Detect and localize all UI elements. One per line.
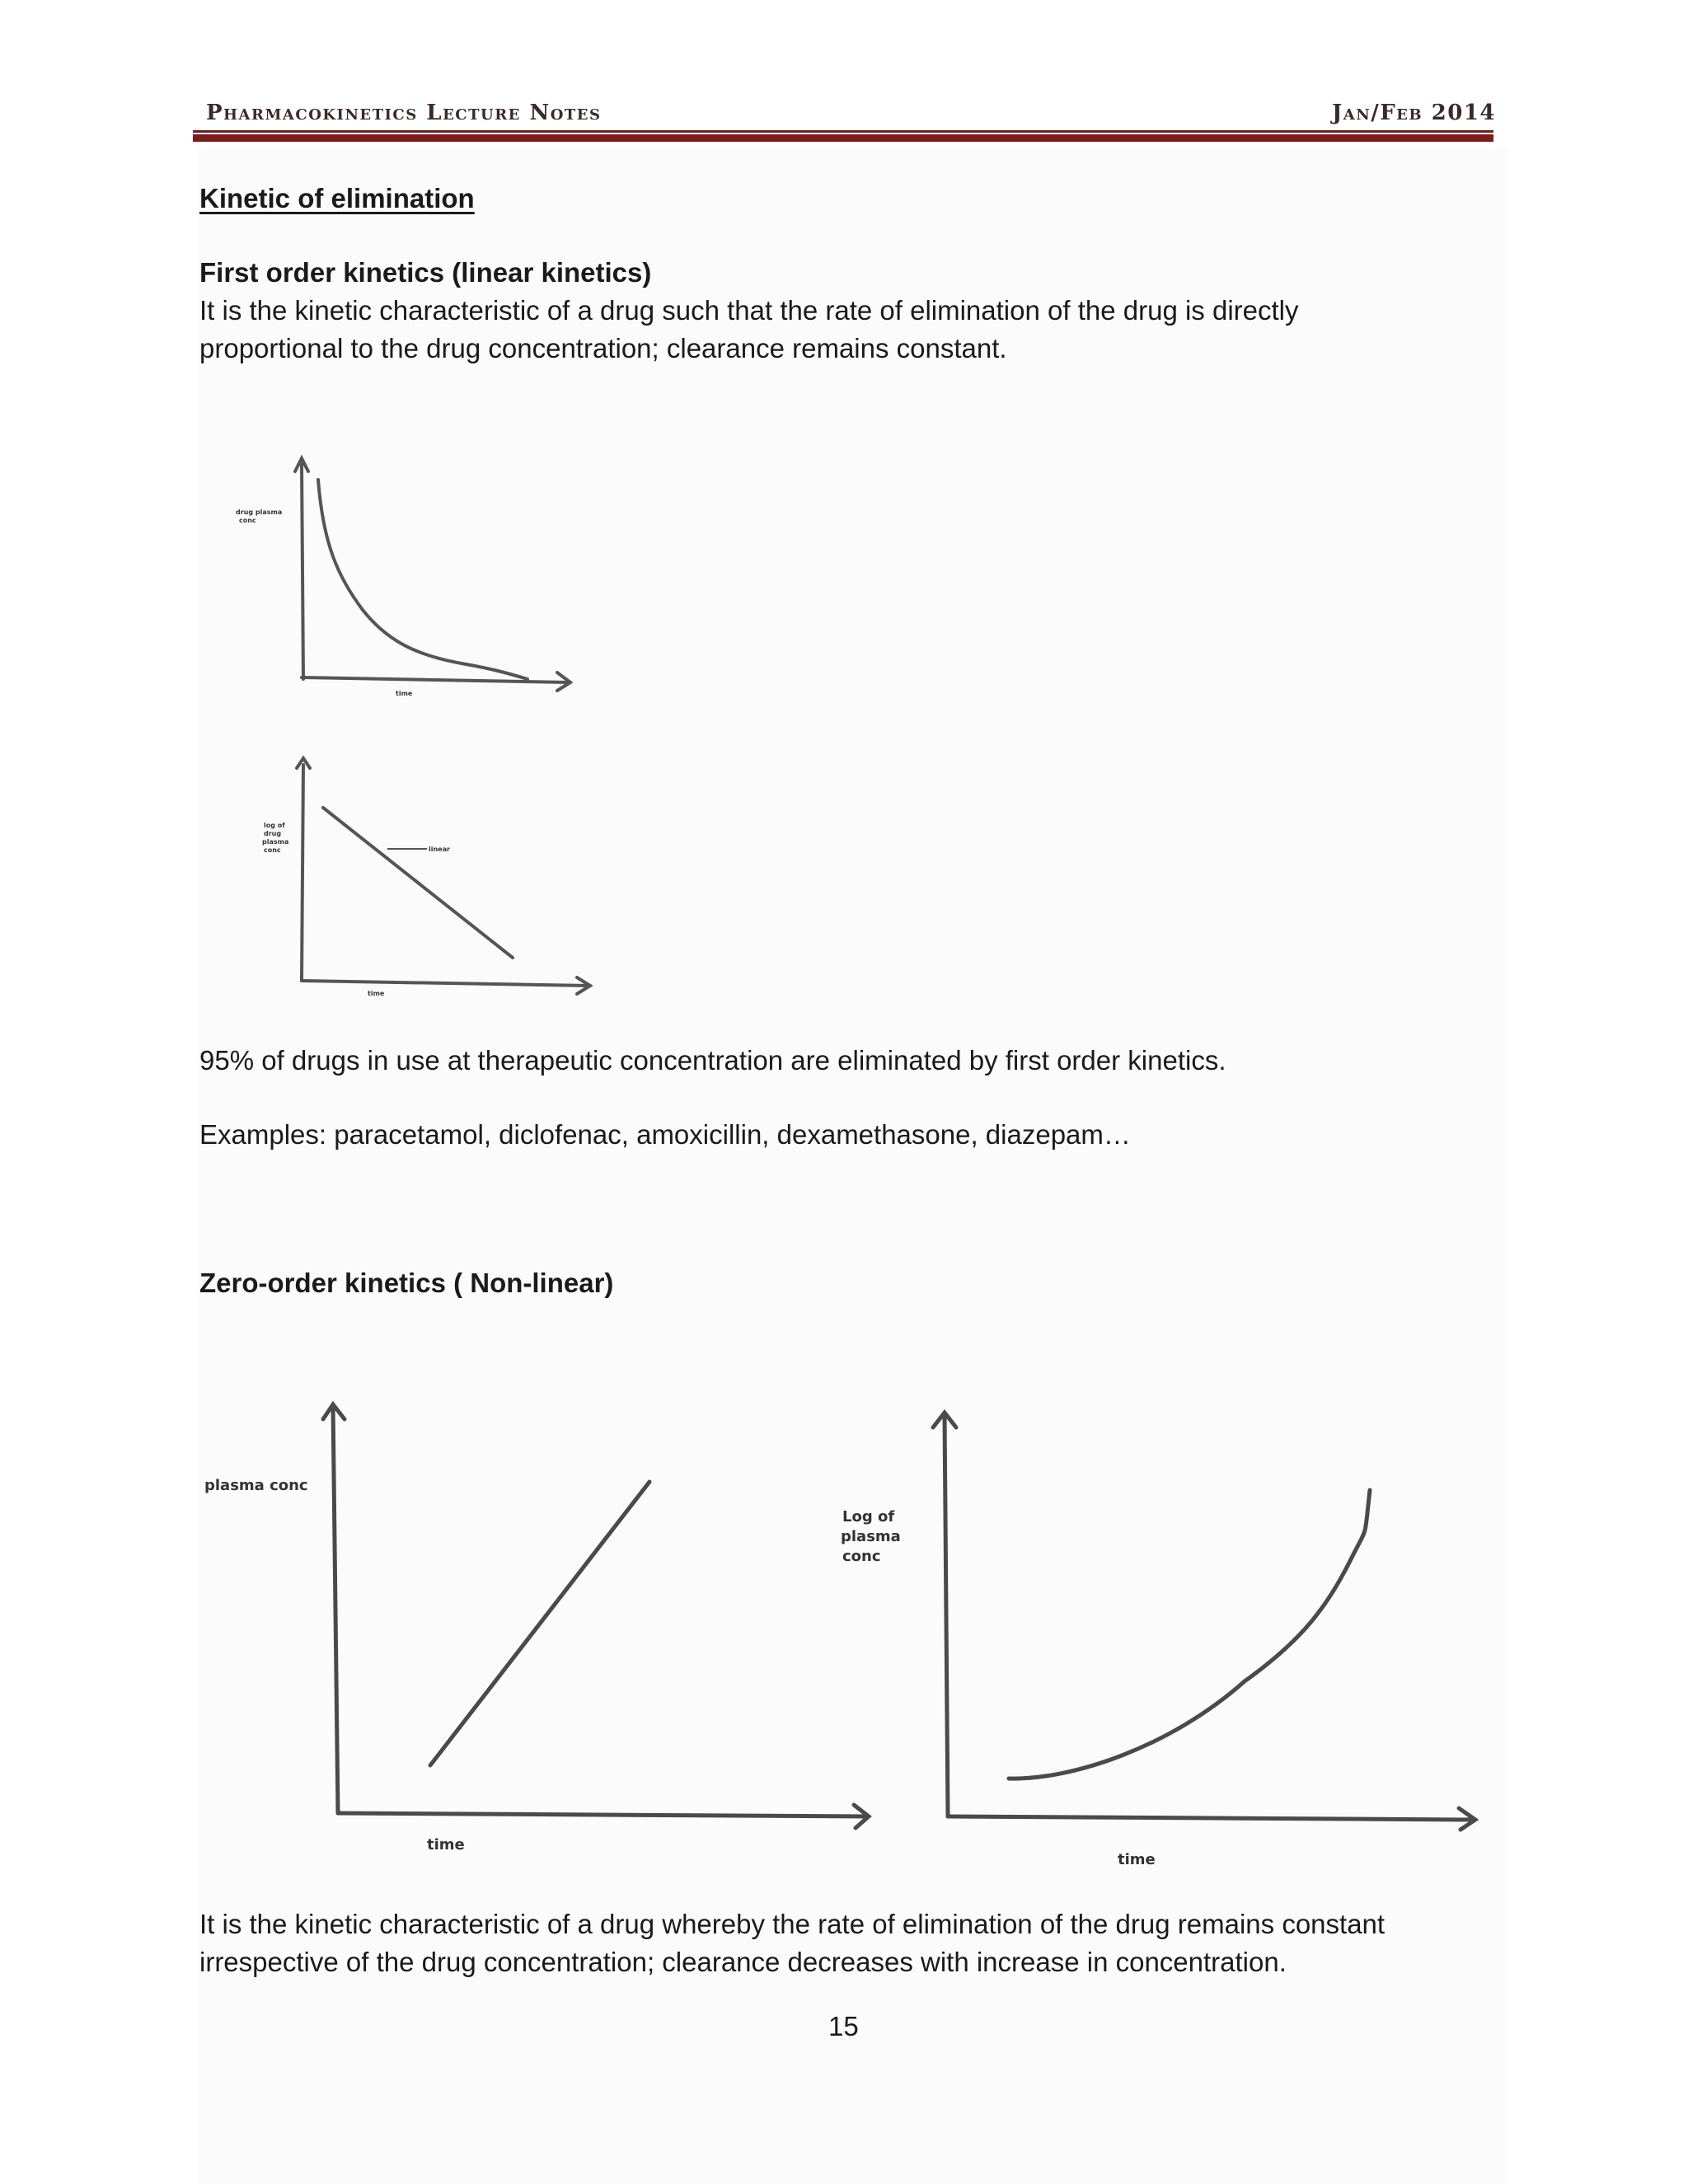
graph2-ylabel-line4: conc: [264, 846, 281, 854]
graph2-line-label: linear: [429, 846, 450, 853]
page-number: 15: [828, 2011, 859, 2041]
x-axis: [948, 1816, 1474, 1820]
graph4-ylabel-line1: Log of: [842, 1508, 895, 1526]
graph1-ylabel-line2: conc: [239, 517, 256, 524]
graph2-ylabel-line3: plasma: [262, 838, 289, 846]
graph4-ylabel-line2: plasma: [841, 1528, 901, 1545]
graph2-xlabel: time: [368, 990, 385, 997]
graph4-xlabel: time: [1118, 1851, 1156, 1868]
graph1-ylabel-line1: drug plasma: [236, 509, 283, 516]
graph3-xlabel: time: [427, 1836, 465, 1854]
graph4-ylabel-line3: conc: [842, 1548, 881, 1565]
rising-curve: [1009, 1490, 1370, 1779]
graph2-ylabel-line2: drug: [264, 830, 282, 837]
y-axis: [945, 1414, 948, 1816]
running-header-title: Pharmacokinetics Lecture Notes: [206, 101, 602, 125]
section-title: Kinetic of elimination: [199, 183, 475, 213]
first-order-heading: First order kinetics (linear kinetics): [199, 257, 652, 288]
graph2-ylabel-line1: log of: [264, 822, 285, 829]
zero-order-heading: Zero-order kinetics ( Non-linear): [199, 1268, 614, 1298]
graph3-ylabel: plasma conc: [204, 1477, 308, 1494]
running-header-date: Jan/Feb 2014: [1332, 101, 1497, 125]
first-order-statistic: 95% of drugs in use at therapeutic concentration are eliminated by first order kinetics.: [199, 1045, 1226, 1076]
first-order-description-line1: It is the kinetic characteristic of a drug such that the rate of elimination of the drug is directly: [199, 295, 1299, 326]
graph1-xlabel: time: [396, 690, 413, 697]
first-order-description-line2: proportional to the drug concentration; clearance remains constant.: [199, 333, 1007, 363]
zero-order-description-line2: irrespective of the drug concentration; clearance decreases with increase in concentration.: [199, 1947, 1287, 1977]
first-order-examples: Examples: paracetamol, diclofenac, amoxicillin, dexamethasone, diazepam…: [199, 1119, 1131, 1150]
zero-order-description-line1: It is the kinetic characteristic of a drug whereby the rate of elimination of the drug remains constant: [199, 1909, 1386, 1939]
